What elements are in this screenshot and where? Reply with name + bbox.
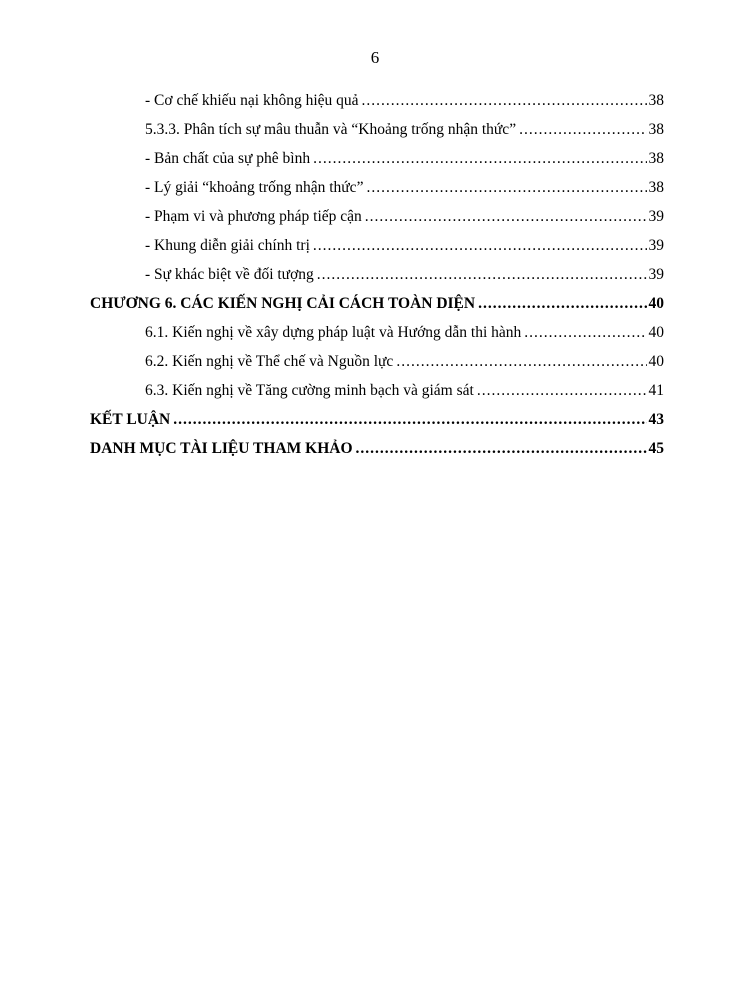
toc-chapter-entry[interactable] bbox=[90, 405, 664, 434]
toc-entry-page: 40 bbox=[648, 353, 664, 370]
toc-entry-page: 45 bbox=[648, 440, 664, 457]
toc-entry-label: - Bản chất của sự phê bình bbox=[145, 150, 311, 167]
toc-entry-page: 39 bbox=[648, 237, 664, 254]
toc-entry-label: CHƯƠNG 6. CÁC KIẾN NGHỊ CẢI CÁCH TOÀN DIỆN bbox=[90, 295, 476, 312]
toc-entry-label: 6.1. Kiến nghị về xây dựng pháp luật và Hướng dẫn thi hành bbox=[145, 324, 522, 341]
toc-entry-page: 40 bbox=[648, 295, 664, 312]
toc-entry-label: 5.3.3. Phân tích sự mâu thuẫn và “Khoảng trống nhận thức” bbox=[145, 121, 517, 138]
toc-entry-page: 38 bbox=[648, 179, 664, 196]
toc-entry-label: - Sự khác biệt về đối tượng bbox=[145, 266, 314, 283]
toc-entry[interactable] bbox=[90, 347, 664, 376]
toc-entry-page: 43 bbox=[648, 411, 664, 428]
toc-entry-label: DANH MỤC TÀI LIỆU THAM KHẢO bbox=[90, 440, 353, 457]
toc-entry-label: - Khung diễn giải chính trị bbox=[145, 237, 310, 254]
toc-entry-label: 6.2. Kiến nghị về Thể chế và Nguồn lực bbox=[145, 353, 394, 370]
toc-entry-page: 40 bbox=[648, 324, 664, 341]
dot-leader bbox=[313, 144, 646, 173]
toc-entry-page: 38 bbox=[648, 121, 664, 138]
toc-entry[interactable] bbox=[90, 115, 664, 144]
toc-entry[interactable] bbox=[90, 173, 664, 202]
toc-entry-page: 38 bbox=[648, 92, 664, 109]
toc-entry-page: 39 bbox=[648, 208, 664, 225]
dot-leader bbox=[524, 318, 646, 347]
dot-leader bbox=[366, 173, 646, 202]
toc-entry[interactable] bbox=[90, 376, 664, 405]
dot-leader bbox=[356, 434, 647, 463]
toc-entry[interactable] bbox=[90, 144, 664, 173]
toc-entry-label: KẾT LUẬN bbox=[90, 411, 171, 428]
toc-entry[interactable] bbox=[90, 260, 664, 289]
toc-entry-page: 41 bbox=[648, 382, 664, 399]
dot-leader bbox=[477, 376, 647, 405]
dot-leader bbox=[313, 231, 647, 260]
page-number: 6 bbox=[370, 48, 380, 67]
toc-entry-label: 6.3. Kiến nghị về Tăng cường minh bạch và giám sát bbox=[145, 382, 474, 399]
toc-entry[interactable] bbox=[90, 202, 664, 231]
dot-leader bbox=[396, 347, 646, 376]
toc-entry-label: - Cơ chế khiếu nại không hiệu quả bbox=[145, 92, 359, 109]
dot-leader bbox=[478, 289, 646, 318]
dot-leader bbox=[365, 202, 647, 231]
dot-leader bbox=[362, 86, 647, 115]
dot-leader bbox=[173, 405, 646, 434]
dot-leader bbox=[519, 115, 646, 144]
toc-entry[interactable] bbox=[90, 318, 664, 347]
toc-entry-page: 38 bbox=[648, 150, 664, 167]
toc-entry-label: - Lý giải “khoảng trống nhận thức” bbox=[145, 179, 364, 196]
toc-entry[interactable] bbox=[90, 86, 664, 115]
toc-entry[interactable] bbox=[90, 231, 664, 260]
table-of-contents bbox=[90, 86, 664, 463]
toc-entry-label: - Phạm vi và phương pháp tiếp cận bbox=[145, 208, 362, 225]
dot-leader bbox=[317, 260, 647, 289]
toc-chapter-entry[interactable] bbox=[90, 434, 664, 463]
toc-entry-page: 39 bbox=[648, 266, 664, 283]
toc-chapter-entry[interactable] bbox=[90, 289, 664, 318]
